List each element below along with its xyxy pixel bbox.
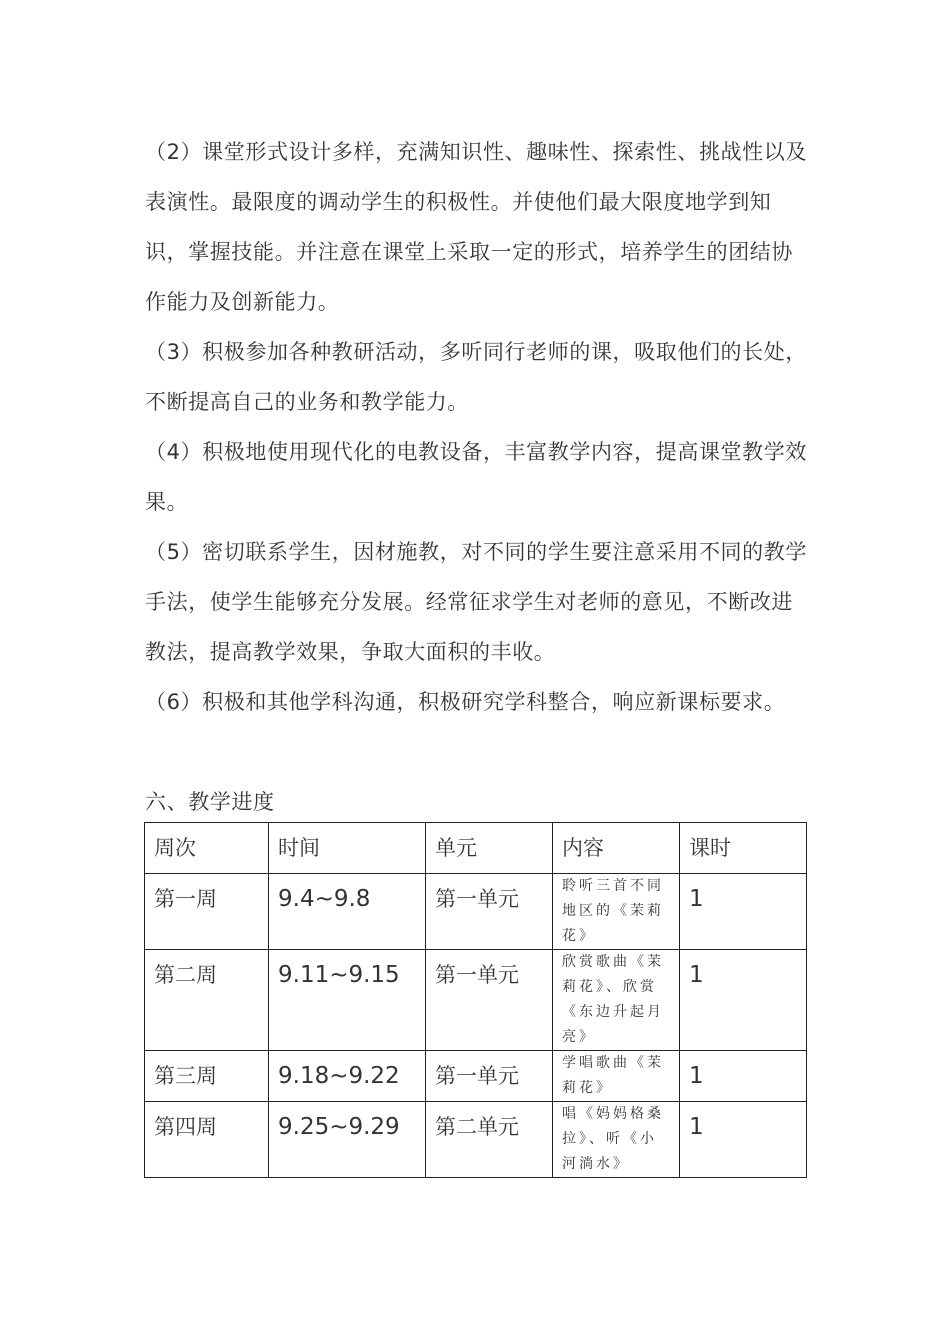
content-cell [553,874,680,950]
table-row [145,1102,807,1178]
week-cell [145,874,269,950]
table-row [145,874,807,950]
date-cell [269,1051,426,1102]
hours-cell [680,1102,807,1178]
date-cell [269,950,426,1051]
date-cell [269,1102,426,1178]
hours-value: 1 [689,962,704,988]
week-cell [145,1051,269,1102]
unit-cell [426,950,553,1051]
hours-value: 1 [689,1063,704,1089]
hours-cell [680,1051,807,1102]
content-cell [553,1051,680,1102]
table-row [145,950,807,1051]
week-label: 第三周 [154,1064,217,1088]
table-row [145,1051,807,1102]
column-header-unit: 单元 [426,823,553,874]
hours-value: 1 [689,886,704,912]
date-range: 9.11~9.15 [278,962,400,988]
paragraph-item-4: （4）积极地使用现代化的电教设备，丰富教学内容，提高课堂教学效果。 [145,440,807,514]
content-text: 聆听三首不同地区的《茉莉花》 [562,878,664,944]
week-cell [145,950,269,1051]
content-text: 学唱歌曲《茉莉花》 [562,1055,664,1096]
column-header-hours: 课时 [680,823,807,874]
unit-label: 第一单元 [435,963,519,987]
unit-label: 第二单元 [435,1115,519,1139]
column-header-content: 内容 [553,823,680,874]
unit-cell [426,1051,553,1102]
hours-value: 1 [689,1114,704,1140]
unit-cell [426,1102,553,1178]
paragraph-item-6: （6）积极和其他学科沟通，积极研究学科整合，响应新课标要求。 [145,690,786,714]
content-cell [553,1102,680,1178]
content-cell [553,950,680,1051]
paragraph-item-5: （5）密切联系学生，因材施教，对不同的学生要注意采用不同的教学手法，使学生能够充分发展。经常征求学生对老师的意见，不断改进教法，提高教学效果，争取大面积的丰收。 [145,540,807,664]
hours-cell [680,874,807,950]
week-label: 第四周 [154,1115,217,1139]
hours-cell [680,950,807,1051]
unit-cell [426,874,553,950]
column-header-week: 周次 [145,823,269,874]
paragraph-item-2: （2）课堂形式设计多样，充满知识性、趣味性、探索性、挑战性以及表演性。最限度的调动学生的积极性。并使他们最大限度地学到知识，掌握技能。并注意在课堂上采取一定的形式，培养学生的团结协作能力及创新能力。 [145,140,807,314]
section-heading-teaching-schedule: 六、教学进度 [145,790,275,814]
date-range: 9.4~9.8 [278,886,371,912]
week-label: 第一周 [154,887,217,911]
paragraph-item-3: （3）积极参加各种教研活动，多听同行老师的课，吸取他们的长处，不断提高自己的业务和教学能力。 [145,340,807,414]
content-text: 欣赏歌曲《茉莉花》、欣赏《东边升起月亮》 [562,954,664,1045]
date-range: 9.25~9.29 [278,1114,400,1140]
teaching-schedule-table [144,822,807,1178]
content-text: 唱《妈妈格桑拉》、听《小河淌水》 [562,1106,664,1172]
date-cell [269,874,426,950]
column-header-date: 时间 [269,823,426,874]
date-range: 9.18~9.22 [278,1063,400,1089]
week-cell [145,1102,269,1178]
unit-label: 第一单元 [435,1064,519,1088]
table-header-row [145,823,807,874]
unit-label: 第一单元 [435,887,519,911]
week-label: 第二周 [154,963,217,987]
